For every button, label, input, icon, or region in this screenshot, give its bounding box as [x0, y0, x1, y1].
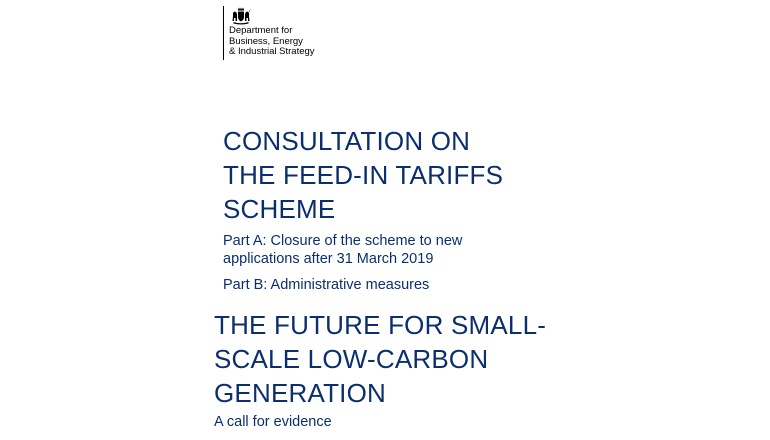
department-name-line-2: Business, Energy — [229, 35, 303, 47]
department-logo — [223, 6, 315, 60]
department-name-line-1: Department for — [229, 25, 293, 36]
department-name-line-3: & Industrial Strategy — [229, 46, 315, 57]
future-title-line-1: THE FUTURE FOR SMALL- — [214, 310, 547, 340]
future-title — [214, 308, 546, 410]
part-a-line-1: Part A: Closure of the scheme to new — [223, 233, 463, 249]
part-a-line-2: applications after 31 March 2019 — [223, 251, 434, 267]
royal-crest-icon — [231, 6, 251, 25]
part-a-description — [223, 232, 462, 268]
consultation-title-line-2: THE FEED-IN TARIFFS — [223, 160, 504, 190]
future-title-line-3: GENERATION — [214, 378, 386, 408]
part-b-description: Part B: Administrative measures — [223, 277, 430, 293]
future-title-line-2: SCALE LOW-CARBON — [214, 344, 489, 374]
consultation-title-line-3: SCHEME — [223, 194, 336, 224]
consultation-title — [223, 124, 503, 226]
call-for-evidence-subtitle: A call for evidence — [214, 414, 332, 430]
consultation-title-line-1: CONSULTATION ON — [223, 126, 471, 156]
